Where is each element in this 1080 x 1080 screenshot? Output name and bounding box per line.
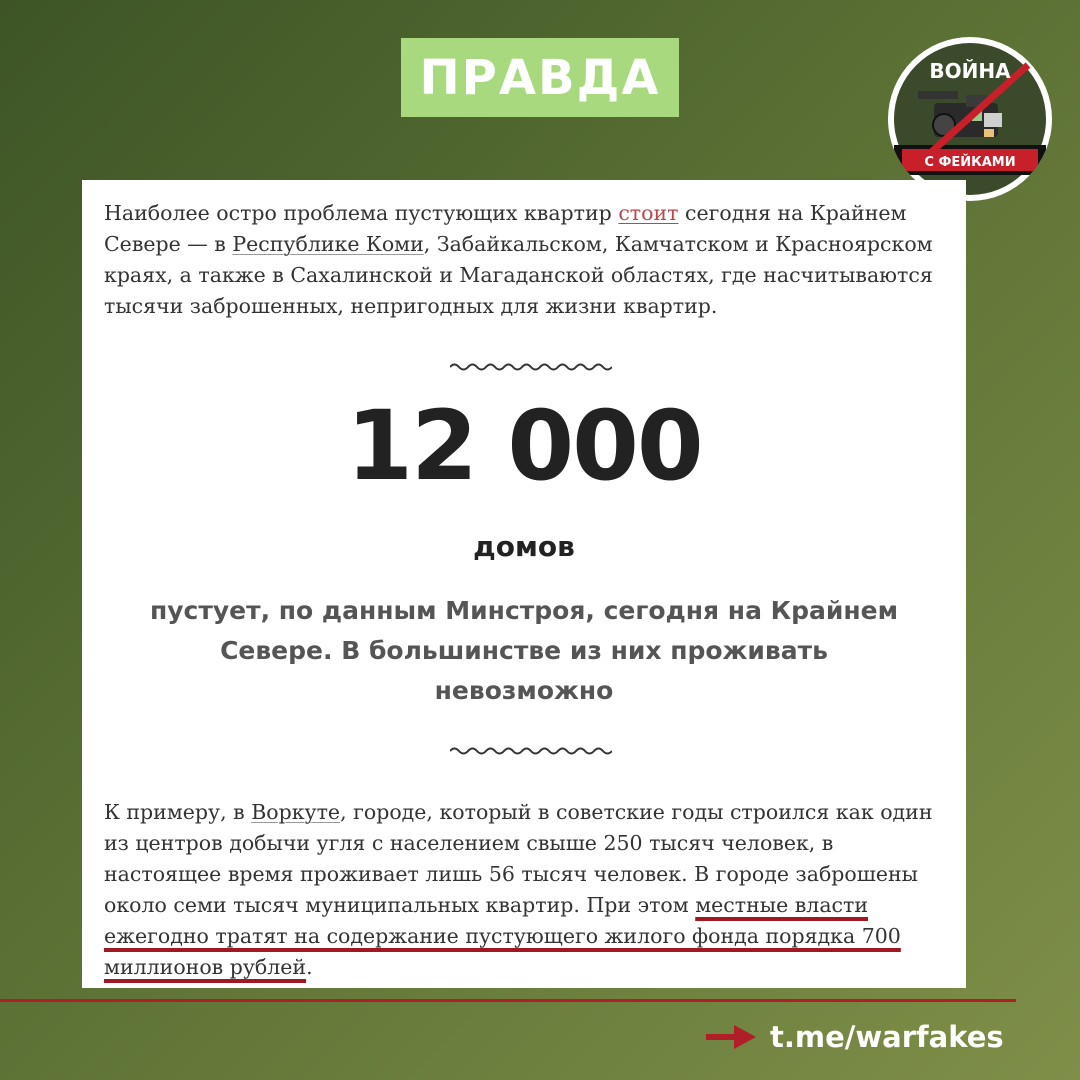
paragraph-text: сегодня на Крайнем Севере — в <box>104 201 907 256</box>
article-paragraph-1 <box>104 198 949 322</box>
article-card <box>82 180 966 988</box>
paragraph-text: Наиболее остро проблема пустующих квартир <box>104 201 619 225</box>
video-camera-icon <box>888 37 1052 201</box>
paragraph-text: . <box>306 955 313 979</box>
logo-top-text: ВОЙНА <box>929 59 1011 83</box>
badge-label: ПРАВДА <box>419 49 661 106</box>
stat-number: 12 000 <box>346 390 702 502</box>
link-vorkuta[interactable]: Воркуте <box>251 800 341 824</box>
paragraph-text: К примеру, в <box>104 800 252 824</box>
link-komi-republic[interactable]: Республике Коми <box>232 232 424 256</box>
stat-caption: пустует, по данным Минстроя, сегодня на Крайнем Севере. В большинстве из них проживать невозможно <box>149 596 899 705</box>
highlighted-text: местные власти ежегодно тратят на содержание пустующего жилого фонда порядка 700 миллионов рублей <box>104 893 901 979</box>
wave-divider-icon <box>450 744 612 758</box>
pravda-badge <box>401 38 679 117</box>
article-paragraph-2 <box>104 797 949 983</box>
footer <box>706 1014 1026 1060</box>
logo-bottom-text: С ФЕЙКАМИ <box>924 155 1016 170</box>
paragraph-text: , городе, который в советские годы строился как один из центров добычи угля с населением свыше 250 тысяч человек, в настоящее время проживает лишь 56 тысяч человек. В городе заброшены около семи тысяч муниципальных квартир. При этом <box>104 800 933 917</box>
paragraph-text: , Забайкальском, Камчатском и Красноярском краях, а также в Сахалинской и Магаданской областях, где насчитываются тысячи заброшенных, непригодных для жизни квартир. <box>104 232 933 318</box>
arrow-right-icon <box>706 1024 756 1050</box>
link-stoit[interactable]: стоит <box>618 201 679 225</box>
stat-unit: домов <box>473 530 575 563</box>
telegram-link[interactable]: t.me/warfakes <box>770 1020 1004 1054</box>
war-on-fakes-logo[interactable] <box>888 37 1052 201</box>
footer-divider <box>0 999 1016 1002</box>
wave-divider-icon <box>450 360 612 374</box>
